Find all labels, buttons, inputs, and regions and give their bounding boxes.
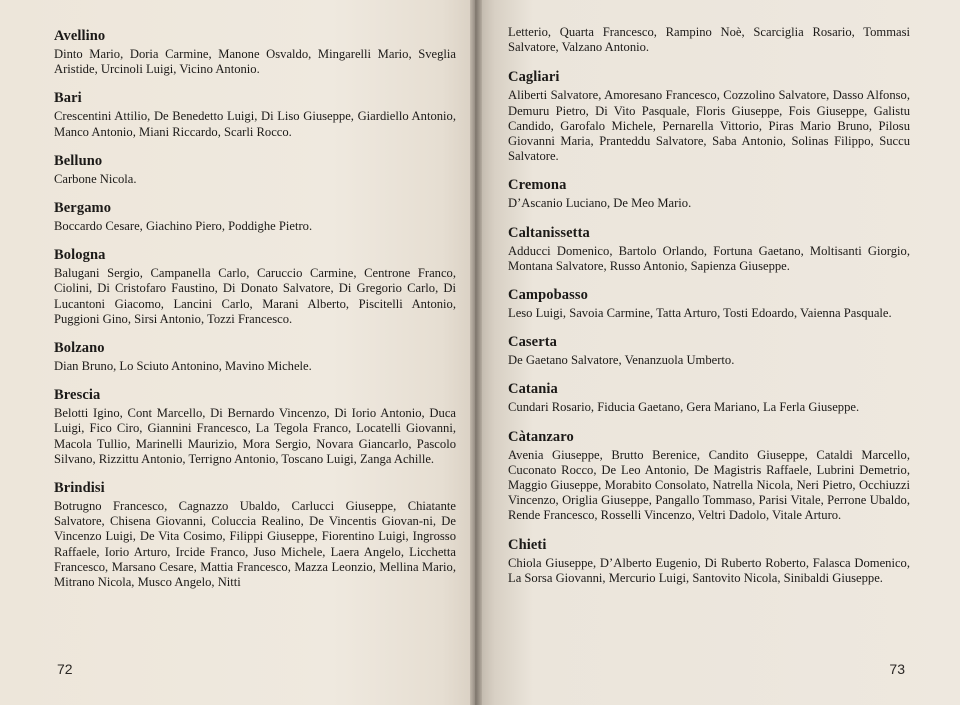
city-entry [508, 334, 910, 368]
city-heading: Bergamo [54, 200, 112, 217]
city-heading: Belluno [54, 152, 103, 169]
city-heading: Càtanzaro [508, 428, 574, 445]
city-entry [54, 153, 456, 187]
right-column [508, 25, 910, 586]
book-gutter [470, 0, 482, 705]
name-list: Crescentini Attilio, De Benedetto Luigi, Di Liso Giuseppe, Giardiello Antonio, Manco Antonio, Miani Riccardo, Scarli Rocco. [54, 109, 456, 139]
city-entry [54, 28, 456, 77]
city-heading: Chieti [508, 536, 547, 553]
city-entry [54, 387, 456, 467]
name-list: Boccardo Cesare, Giachino Piero, Poddighe Pietro. [54, 219, 313, 234]
city-entry [54, 247, 456, 327]
city-heading: Catania [508, 381, 558, 398]
city-entry [508, 287, 910, 321]
city-heading: Brescia [54, 387, 101, 404]
city-heading: Cremona [508, 177, 567, 194]
city-heading: Brindisi [54, 480, 105, 497]
page-number: 73 [889, 661, 905, 677]
name-list: Chiola Giuseppe, D’Alberto Eugenio, Di Ruberto Roberto, Falasca Domenico, La Sorsa Giovanni, Mercurio Luigi, Santovito Nicola, Sinibaldi Giuseppe. [508, 555, 910, 585]
city-entry [54, 340, 456, 374]
name-list: De Gaetano Salvatore, Venanzuola Umberto. [508, 353, 735, 368]
city-heading: Bari [54, 90, 82, 107]
city-heading: Caserta [508, 334, 558, 351]
name-list: Avenia Giuseppe, Brutto Berenice, Candito Giuseppe, Cataldi Marcello, Cuconato Rocco, De Leo Antonio, De Magistris Raffaele, Lubrini Demetrio, Maggio Giuseppe, Morabito Consolato, Natrella Nicola, Neri Pietro, Occhiuzzi Vincenzo, Origlia Giuseppe, Pangallo Tommaso, Parisi Vitale, Perrone Ubaldo, Rende Francesco, Rosselli Vincenzo, Veltri Dadolo, Vitale Arturo. [508, 447, 910, 523]
name-list: D’Ascanio Luciano, De Meo Mario. [508, 196, 692, 211]
city-entry [508, 225, 910, 274]
city-heading: Campobasso [508, 287, 588, 304]
city-entry [508, 69, 910, 164]
city-heading: Cagliari [508, 69, 560, 86]
name-list: Dian Bruno, Lo Sciuto Antonino, Mavino Michele. [54, 359, 312, 374]
name-list: Adducci Domenico, Bartolo Orlando, Fortuna Gaetano, Moltisanti Giorgio, Montana Salvatore, Russo Antonio, Sapienza Giuseppe. [508, 243, 910, 273]
city-entry [54, 480, 456, 590]
city-entry [54, 90, 456, 139]
name-list: Carbone Nicola. [54, 171, 137, 186]
name-list: Cundari Rosario, Fiducia Gaetano, Gera Mariano, La Ferla Giuseppe. [508, 400, 860, 415]
city-heading: Bologna [54, 247, 106, 264]
city-heading: Avellino [54, 28, 106, 44]
city-heading: Caltanissetta [508, 224, 590, 241]
left-page [0, 0, 475, 705]
city-entry [54, 200, 456, 234]
left-column [54, 28, 456, 590]
name-list: Dinto Mario, Doria Carmine, Manone Osvaldo, Mingarelli Mario, Sveglia Aristide, Urcinoli Luigi, Vicino Antonio. [54, 47, 456, 77]
city-entry [508, 429, 910, 524]
page-number: 72 [57, 661, 73, 677]
right-page [475, 0, 960, 705]
city-entry [508, 537, 910, 586]
city-entry [508, 381, 910, 415]
name-list: Botrugno Francesco, Cagnazzo Ubaldo, Carlucci Giuseppe, Chiatante Salvatore, Chisena Giovanni, Coluccia Realino, De Vincentis Giovan-ni, De Vincenzo Luigi, De Vita Cosimo, Filippi Giuseppe, Fiorentino Luigi, Ingrosso Raffaele, Iorio Arturo, Ircide Franco, Juso Michele, Laera Angelo, Licchetta Francesco, Marsano Cesare, Mattia Francesco, Mazza Leonzio, Mellina Mario, Mitrano Nicola, Musco Angelo, Nitti [54, 499, 456, 590]
name-list-continuation: Letterio, Quarta Francesco, Rampino Noè, Scarciglia Rosario, Tommasi Salvatore, Valzano Antonio. [508, 25, 910, 55]
name-list: Aliberti Salvatore, Amoresano Francesco, Cozzolino Salvatore, Dasso Alfonso, Demuru Pietro, Di Vito Pasquale, Floris Giuseppe, Fois Giuseppe, Galistu Candido, Garofalo Michele, Pernarella Vittorio, Piras Mario Bruno, Pilosu Giovanni Maria, Pranteddu Salvatore, Saba Antonio, Solinas Filippo, Succu Salvatore. [508, 88, 910, 164]
city-heading: Bolzano [54, 340, 105, 357]
name-list: Balugani Sergio, Campanella Carlo, Caruccio Carmine, Centrone Franco, Ciolini, Di Cristofaro Faustino, Di Donato Salvatore, Di Gregorio Carlo, Di Lucantoni Giacomo, Lancini Carlo, Marani Alberto, Piscitelli Antonio, Puggioni Gino, Sirsi Antonio, Tozzi Francesco. [54, 266, 456, 326]
name-list: Leso Luigi, Savoia Carmine, Tatta Arturo, Tosti Edoardo, Vaienna Pasquale. [508, 306, 892, 321]
city-entry [508, 177, 910, 211]
continued-text [508, 25, 910, 55]
name-list: Belotti Igino, Cont Marcello, Di Bernardo Vincenzo, Di Iorio Antonio, Duca Luigi, Fico Ciro, Giannini Francesco, La Tegola Franco, Locatelli Giovanni, Macola Tullio, Marinelli Maurizio, Mora Sergio, Novara Giancarlo, Pascolo Silvano, Rizzittu Antonio, Terrigno Antonio, Toscano Luigi, Zanga Achille. [54, 406, 456, 466]
